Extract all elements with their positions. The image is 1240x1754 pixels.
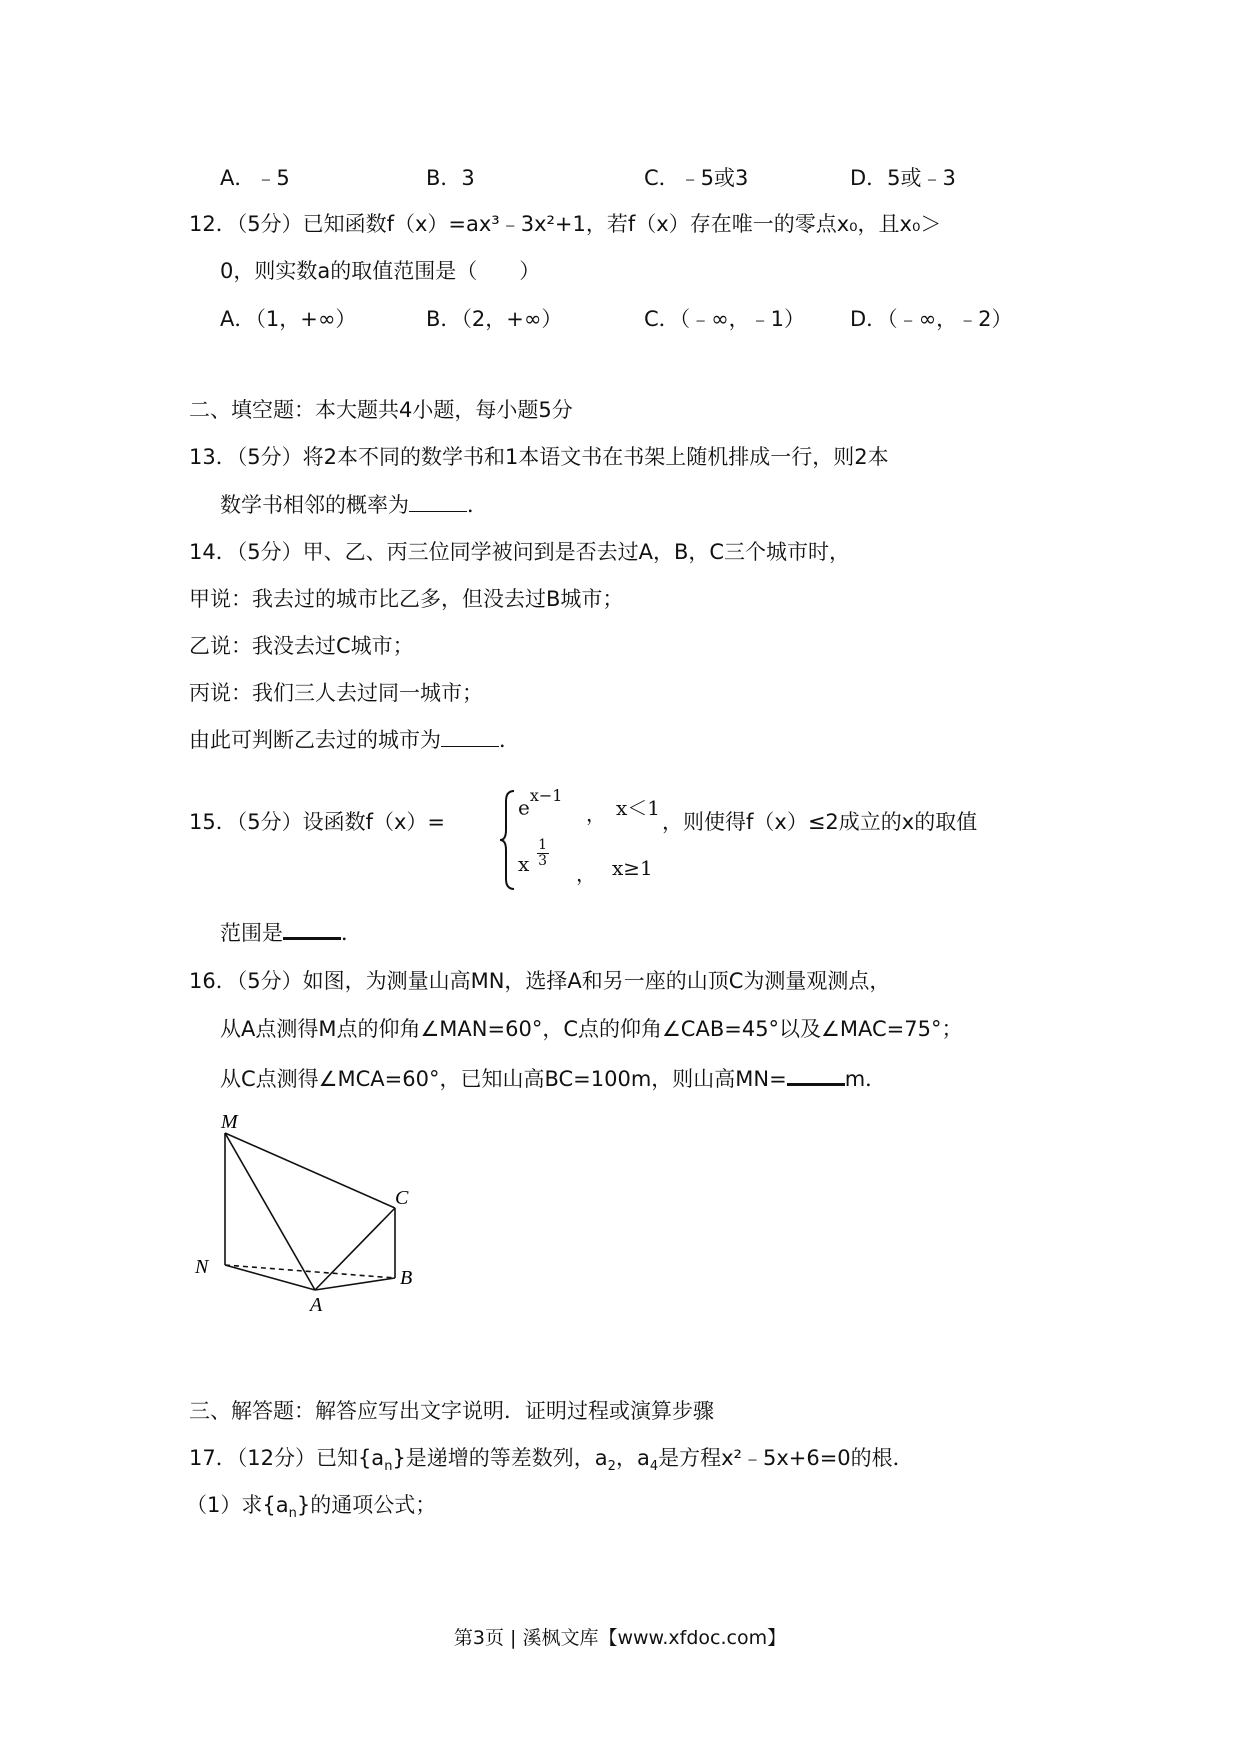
answer-blank xyxy=(787,1063,845,1086)
q13-line1: 13．（5分）将2本不同的数学书和1本语文书在书架上随机排成一行，则2本 xyxy=(189,445,889,469)
q15-text: 范围是 xyxy=(220,921,283,945)
q12-option-c: C．（﹣∞，﹣1） xyxy=(644,307,806,331)
q14-line1: 14．（5分）甲、乙、丙三位同学被问到是否去过A，B，C三个城市时， xyxy=(189,540,851,564)
q12-option-a: A．（1，+∞） xyxy=(220,307,357,331)
q12-option-b: B．（2，+∞） xyxy=(426,307,563,331)
label-a: A xyxy=(310,1294,323,1316)
q15-suffix: ，则使得f（x）≤2成立的x的取值 xyxy=(662,810,978,834)
q12-line2: 0，则实数a的取值范围是（ ） xyxy=(220,259,541,283)
q12-option-d: D．（﹣∞，﹣2） xyxy=(850,307,1013,331)
q16-line3 xyxy=(220,1063,886,1093)
piece1-condition: x＜1 xyxy=(616,796,661,820)
answer-blank xyxy=(441,726,499,747)
q14-line2: 甲说：我去过的城市比乙多，但没去过B城市； xyxy=(189,587,624,611)
q15-line2 xyxy=(220,917,362,947)
q17-line1: 17．（12分）已知$\{a_n\}$是递增的等差数列，$a_2$，$a_4$是方程x²﹣5x+6=0的根． xyxy=(189,1446,914,1475)
q15-prefix: 15．（5分）设函数f（x）= xyxy=(189,810,445,834)
q16-line1: 16．（5分）如图，为测量山高MN，选择A和另一座的山顶C为测量观测点， xyxy=(189,969,891,993)
q13-text: 数学书相邻的概率为 xyxy=(220,493,409,517)
q13-end: ． xyxy=(467,493,488,517)
mountain-height-figure xyxy=(185,1108,425,1323)
section2-title: 二、填空题：本大题共4小题，每小题5分 xyxy=(189,398,573,422)
q16-line2: 从A点测得M点的仰角∠MAN=60°，C点的仰角∠CAB=45°以及∠MAC=75°； xyxy=(220,1017,963,1041)
q12-line1: 12．（5分）已知函数f（x）=ax³﹣3x²+1，若f（x）存在唯一的零点x₀，且x₀＞ xyxy=(189,212,942,236)
label-c: C xyxy=(395,1187,409,1209)
label-m: M xyxy=(221,1111,238,1133)
answer-blank xyxy=(283,917,341,940)
q11-option-a: A．﹣5 xyxy=(220,166,290,190)
piece1-comma: ， xyxy=(586,802,606,826)
q16-text: 从C点测得∠MCA=60°，已知山高BC=100m，则山高MN= xyxy=(220,1067,787,1091)
piece1-expression: $e^{x-1}$ xyxy=(518,786,563,820)
q16-end: m． xyxy=(844,1067,887,1091)
q15-end: ． xyxy=(341,921,362,945)
label-n: N xyxy=(195,1256,209,1278)
section3-title: 三、解答题：解答应写出文字说明．证明过程或演算步骤 xyxy=(189,1399,714,1423)
q11-option-d: D．5或﹣3 xyxy=(850,166,956,190)
piece2-comma: ， xyxy=(576,862,596,886)
q11-option-b: B．3 xyxy=(426,166,475,190)
page-footer: 第3页 | 溪枫文库【www.xfdoc.com】 xyxy=(453,1627,787,1649)
q14-text: 由此可判断乙去过的城市为 xyxy=(189,728,441,752)
q14-line5 xyxy=(189,726,520,754)
q11-option-c: C．﹣5或3 xyxy=(644,166,749,190)
q14-line4: 丙说：我们三人去过同一城市； xyxy=(189,681,483,705)
label-b: B xyxy=(400,1267,413,1289)
q14-end: ． xyxy=(499,728,520,752)
q17-part1: （1）求$\{a_n\}$的通项公式； xyxy=(186,1493,437,1522)
q13-line2 xyxy=(220,491,488,519)
piecewise-brace xyxy=(498,788,518,892)
segment-mc xyxy=(225,1133,395,1208)
segment-ac xyxy=(315,1208,395,1290)
q14-line3: 乙说：我没去过C城市； xyxy=(189,634,414,658)
piece2-condition: x≥1 xyxy=(612,856,653,880)
piece2-expression: x $\frac{1}{3}$ xyxy=(518,837,548,876)
answer-blank xyxy=(409,491,467,512)
segment-ab xyxy=(315,1278,395,1290)
